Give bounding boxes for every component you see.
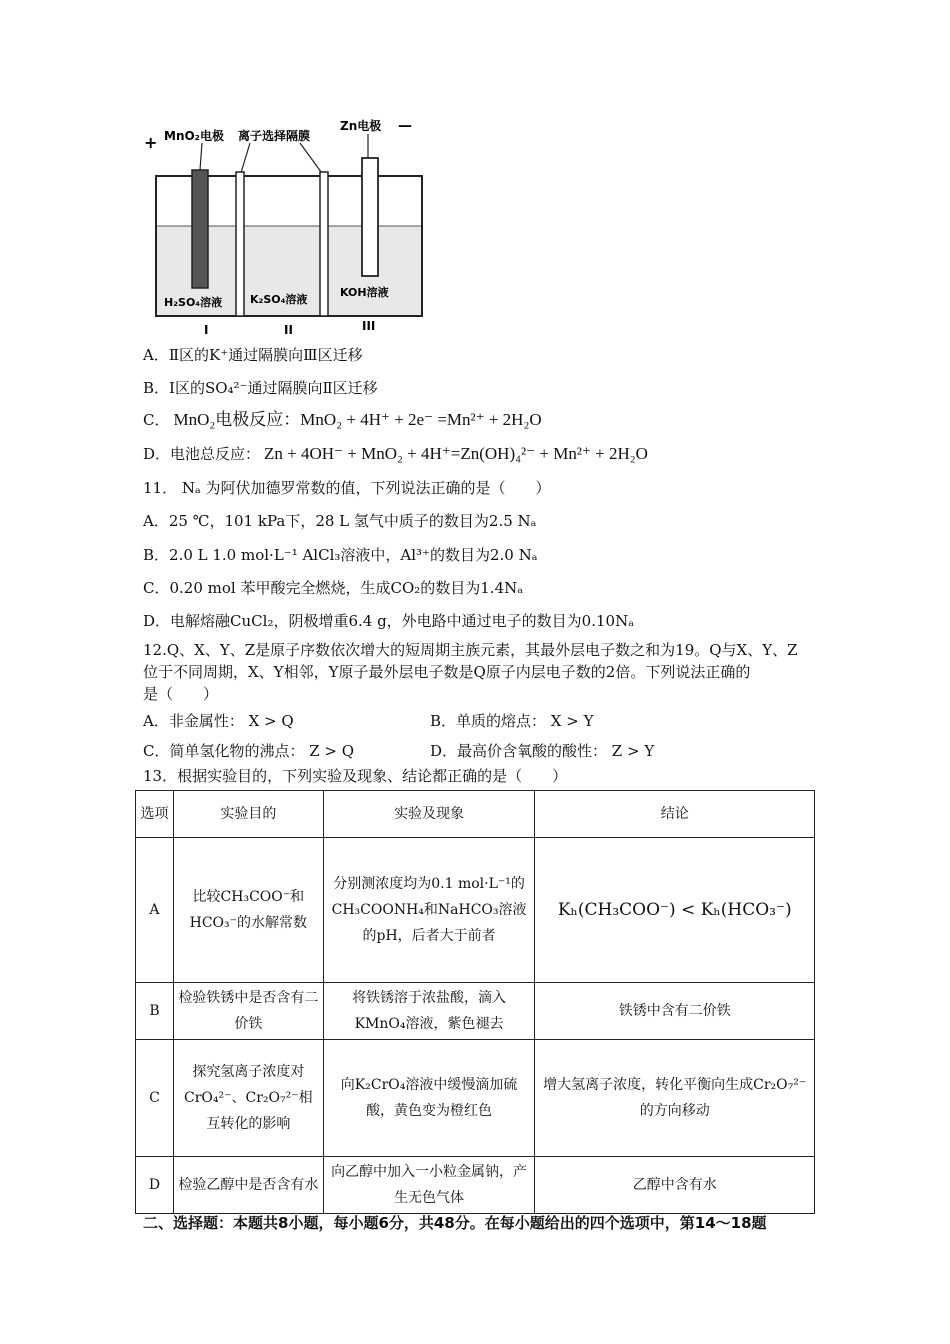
row-d-option: D <box>136 1157 174 1214</box>
row-c-experiment: 向K₂CrO₄溶液中缓慢滴加硫酸，黄色变为橙红色 <box>323 1040 535 1157</box>
zn-electrode-label: Zn电极 <box>340 119 382 133</box>
h2so4-solution-label: H₂SO₄溶液 <box>164 296 223 309</box>
q12-stem-line1: 12.Q、X、Y、Z是原子序数依次增大的短周期主族元素，其最外层电子数之和为19。Q与X、Y、Z <box>143 641 798 659</box>
experiment-table <box>135 790 815 1214</box>
table-header-row <box>136 791 815 838</box>
q10-option-c-label: C． <box>143 411 170 429</box>
section-2-heading: 二、选择题：本题共8小题，每小题6分，共48分。在每小题给出的四个选项中，第14～18题 <box>143 1214 767 1232</box>
header-purpose: 实验目的 <box>173 791 323 838</box>
koh-solution-label: KOH溶液 <box>340 286 389 299</box>
q12-option-a: A．非金属性： X > Q <box>143 712 294 730</box>
header-experiment: 实验及现象 <box>323 791 535 838</box>
zn-electrode <box>362 158 378 276</box>
q12-option-b: B．单质的熔点： X > Y <box>430 712 594 730</box>
k2so4-solution-label: K₂SO₄溶液 <box>250 293 308 306</box>
row-a-option: A <box>136 838 174 983</box>
q10-option-c <box>143 410 546 430</box>
mno2-leader-line <box>200 143 202 170</box>
membrane-right <box>320 172 328 316</box>
q10-option-c-formula: MnO₂电极反应：MnO₂ + 4H⁺ + 2e⁻ =Mn²⁺ + 2H₂O <box>173 410 542 429</box>
row-b-conclusion: 铁锈中含有二价铁 <box>535 983 815 1040</box>
q11-option-c: C．0.20 mol 苯甲酸完全燃烧，生成CO₂的数目为1.4Nₐ <box>143 579 524 597</box>
q11-option-b: B．2.0 L 1.0 mol·L⁻¹ AlCl₃溶液中，Al³⁺的数目为2.0 Nₐ <box>143 546 538 564</box>
row-a-conclusion: Kₕ(CH₃COO⁻) < Kₕ(HCO₃⁻) <box>535 838 815 983</box>
q10-option-b: B．Ⅰ区的SO₄²⁻通过隔膜向Ⅱ区迁移 <box>143 379 378 397</box>
row-c-option: C <box>136 1040 174 1157</box>
row-b-purpose: 检验铁锈中是否含有二价铁 <box>173 983 323 1040</box>
q12-stem-line3: 是（ ） <box>143 685 219 703</box>
mno2-electrode-label: MnO₂电极 <box>164 129 224 143</box>
negative-terminal-label: — <box>398 118 412 134</box>
row-c-purpose: 探究氢离子浓度对CrO₄²⁻、Cr₂O₇²⁻相互转化的影响 <box>173 1040 323 1157</box>
q11-stem: 11． Nₐ 为阿伏加德罗常数的值，下列说法正确的是（ ） <box>143 479 551 497</box>
row-b-experiment: 将铁锈溶于浓盐酸，滴入KMnO₄溶液，紫色褪去 <box>323 983 535 1040</box>
q10-option-d-label: D．电池总反应： <box>143 445 261 463</box>
zone-2-label: II <box>284 323 293 337</box>
q12-option-d: D．最高价含氧酸的酸性： Z > Y <box>430 742 655 760</box>
q12-option-c: C．简单氢化物的沸点： Z > Q <box>143 742 355 760</box>
q10-option-d <box>143 444 652 464</box>
table-row <box>136 983 815 1040</box>
q12-stem-line2: 位于不同周期，X、Y相邻，Y原子最外层电子数是Q原子内层电子数的2倍。下列说法正确的 <box>143 663 751 681</box>
row-d-conclusion: 乙醇中含有水 <box>535 1157 815 1214</box>
q13-stem: 13．根据实验目的，下列实验及现象、结论都正确的是（ ） <box>143 767 568 785</box>
table-row <box>136 838 815 983</box>
row-a-experiment: 分别测浓度均为0.1 mol·L⁻¹的CH₃COONH₄和NaHCO₃溶液的pH，后者大于前者 <box>323 838 535 983</box>
battery-diagram-svg <box>140 118 440 340</box>
table-row <box>136 1040 815 1157</box>
row-c-conclusion: 增大氢离子浓度，转化平衡向生成Cr₂O₇²⁻的方向移动 <box>535 1040 815 1157</box>
q11-option-a: A．25 ℃，101 kPa下，28 L 氢气中质子的数目为2.5 Nₐ <box>143 512 537 530</box>
zone-1-label: I <box>204 323 209 337</box>
q10-option-d-formula: Zn + 4OH⁻ + MnO₂ + 4H⁺=Zn(OH)₄²⁻ + Mn²⁺ + 2H₂O <box>264 444 648 463</box>
row-a-purpose: 比较CH₃COO⁻和HCO₃⁻的水解常数 <box>173 838 323 983</box>
q11-option-d: D．电解熔融CuCl₂，阴极增重6.4 g，外电路中通过电子的数目为0.10Nₐ <box>143 612 634 630</box>
header-option: 选项 <box>136 791 174 838</box>
membrane-leader-line-left <box>240 143 250 176</box>
membrane-left <box>236 172 244 316</box>
positive-terminal-label: + <box>144 133 158 152</box>
row-d-experiment: 向乙醇中加入一小粒金属钠，产生无色气体 <box>323 1157 535 1214</box>
header-conclusion: 结论 <box>535 791 815 838</box>
table-row <box>136 1157 815 1214</box>
row-b-option: B <box>136 983 174 1040</box>
mno2-electrode <box>192 170 208 288</box>
q10-option-a: A．Ⅱ区的K⁺通过隔膜向Ⅲ区迁移 <box>143 346 363 364</box>
battery-diagram <box>140 118 440 340</box>
zone-3-label: III <box>362 319 376 333</box>
membrane-label: 离子选择隔膜 <box>238 129 311 143</box>
membrane-leader-line-right <box>300 143 324 176</box>
row-d-purpose: 检验乙醇中是否含有水 <box>173 1157 323 1214</box>
